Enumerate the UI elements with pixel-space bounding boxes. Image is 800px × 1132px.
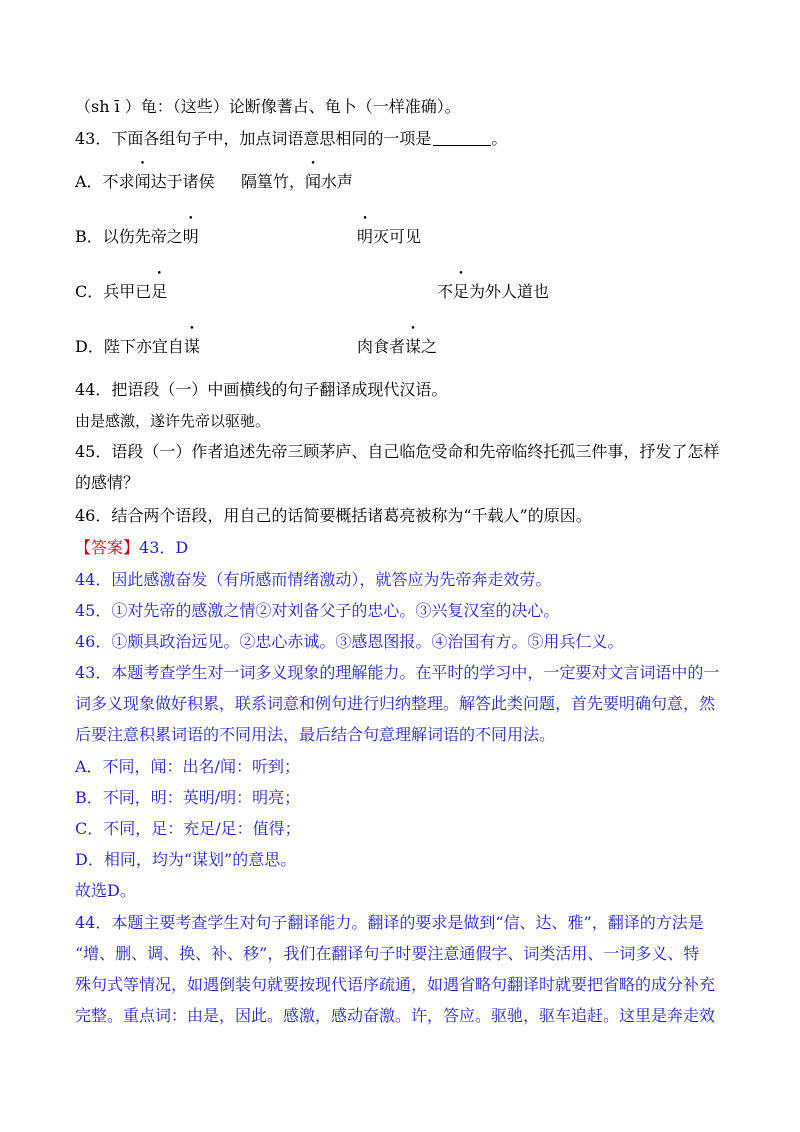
opt-b-dotted-word: 明: [182, 227, 199, 246]
opt-c-b-dotted-word: 足: [453, 282, 470, 301]
analysis-option-a: A．不同，闻：出名/闻：听到；: [75, 757, 300, 776]
opt-c-pre: C．兵甲已: [75, 282, 152, 301]
analysis-44-line2: “增、删、调、换、补、移”，我们在翻译句子时要注意通假字、词类活用、一词多义、特: [75, 944, 700, 963]
opt-c-dotted-word: 足: [151, 282, 168, 301]
analysis-44-line3: 殊句式等情况，如遇倒装句就要按现代语序疏通，如遇省略句翻译时就要把省略的成分补充: [75, 975, 716, 994]
opt-c-b-post: 为外人道也: [469, 282, 550, 301]
analysis-option-c: C．不同，足：充足/足：值得；: [75, 819, 301, 838]
q43-option-c: [75, 282, 735, 302]
opt-a-b-post: 水声: [321, 172, 354, 191]
q43-stem-text: 43．下面各组句子中，加点词语意思相同的一项是: [75, 129, 432, 148]
intro-text: （sh ī ）龟：（这些）论断像蓍占、龟卜（一样准确）。: [75, 97, 461, 116]
opt-d-dotted-word: 谋: [183, 337, 200, 356]
analysis-43-line2: 词多义现象做好积累，联系词意和例句进行归纳整理。解答此类问题，首先要明确句意，然: [75, 694, 716, 713]
q45-line2: 的感情？: [75, 473, 140, 492]
opt-a-b-dotted-word: 闻: [305, 172, 322, 191]
q43-stem: [75, 129, 735, 149]
opt-a-dotted-word: 闻: [134, 172, 151, 191]
q44-stem: 44．把语段（一）中画横线的句子翻译成现代汉语。: [75, 380, 448, 399]
opt-d-second: [357, 337, 437, 357]
opt-a-post: 达于诸侯: [150, 172, 215, 191]
q43-option-d: [75, 337, 735, 357]
analysis-43-line1: 43．本题考查学生对一词多义现象的理解能力。在平时的学习中，一定要对文言词语中的一: [75, 663, 720, 682]
opt-b-second: [357, 227, 421, 247]
answer-blank: [433, 130, 491, 146]
q43-option-b: [75, 227, 735, 247]
answer-43: 43．D: [139, 538, 189, 557]
analysis-option-b: B．不同，明：英明/明：明亮；: [75, 788, 301, 807]
opt-d-b-dotted-word: 谋: [405, 337, 422, 356]
analysis-44-line4: 完整。重点词：由是，因此。感激，感动奋激。许，答应。驱驰，驱车追赶。这里是奔走效: [75, 1006, 716, 1025]
answer-45: 45．①对先帝的感激之情②对刘备父子的忠心。③兴复汉室的决心。: [75, 601, 560, 620]
analysis-44-line1: 44．本题主要考查学生对句子翻译能力。翻译的要求是做到“信、达、雅”，翻译的方法是: [75, 913, 704, 932]
answer-label: 【答案】: [75, 538, 140, 557]
opt-c-second: [437, 282, 549, 302]
q46-stem: 46．结合两个语段，用自己的话简要概括诸葛亮被称为“千载人”的原因。: [75, 506, 592, 525]
q44-sentence: 由是感激，遂许先帝以驱驰。: [75, 412, 271, 430]
q45-line1: 45．语段（一）作者追述先帝三顾茅庐、自己临危受命和先帝临终托孤三件事，抒发了怎样: [75, 442, 720, 461]
analysis-choose: 故选D。: [75, 881, 136, 900]
opt-c-b-pre: 不: [437, 282, 454, 301]
analysis-option-d: D．相同，均为“谋划”的意思。: [75, 850, 297, 869]
answer-46: 46．①颇具政治远见。②忠心赤诚。③感恩图报。④治国有方。⑤用兵仁义。: [75, 632, 624, 651]
opt-a-second: [241, 172, 353, 192]
opt-b-b-post: 灭可见: [373, 227, 422, 246]
answer-44: 44．因此感激奋发（有所感而情绪激动），就答应为先帝奔走效劳。: [75, 570, 552, 589]
opt-d-pre: D．陛下亦宜自: [75, 337, 184, 356]
q43-option-a: [75, 172, 735, 192]
opt-a-b-pre: 隔篁竹，: [241, 172, 306, 191]
q43-stem-end: 。: [491, 129, 508, 148]
opt-b-pre: B．以伤先帝之: [75, 227, 183, 246]
opt-a-pre: A．不求: [75, 172, 135, 191]
opt-d-b-pre: 肉食者: [357, 337, 406, 356]
opt-b-b-dotted-word: 明: [357, 227, 374, 246]
analysis-43-line3: 后要注意积累词语的不同用法，最后结合句意理解词语的不同用法。: [75, 725, 556, 744]
opt-d-b-post: 之: [421, 337, 438, 356]
answer-heading: [75, 538, 735, 558]
